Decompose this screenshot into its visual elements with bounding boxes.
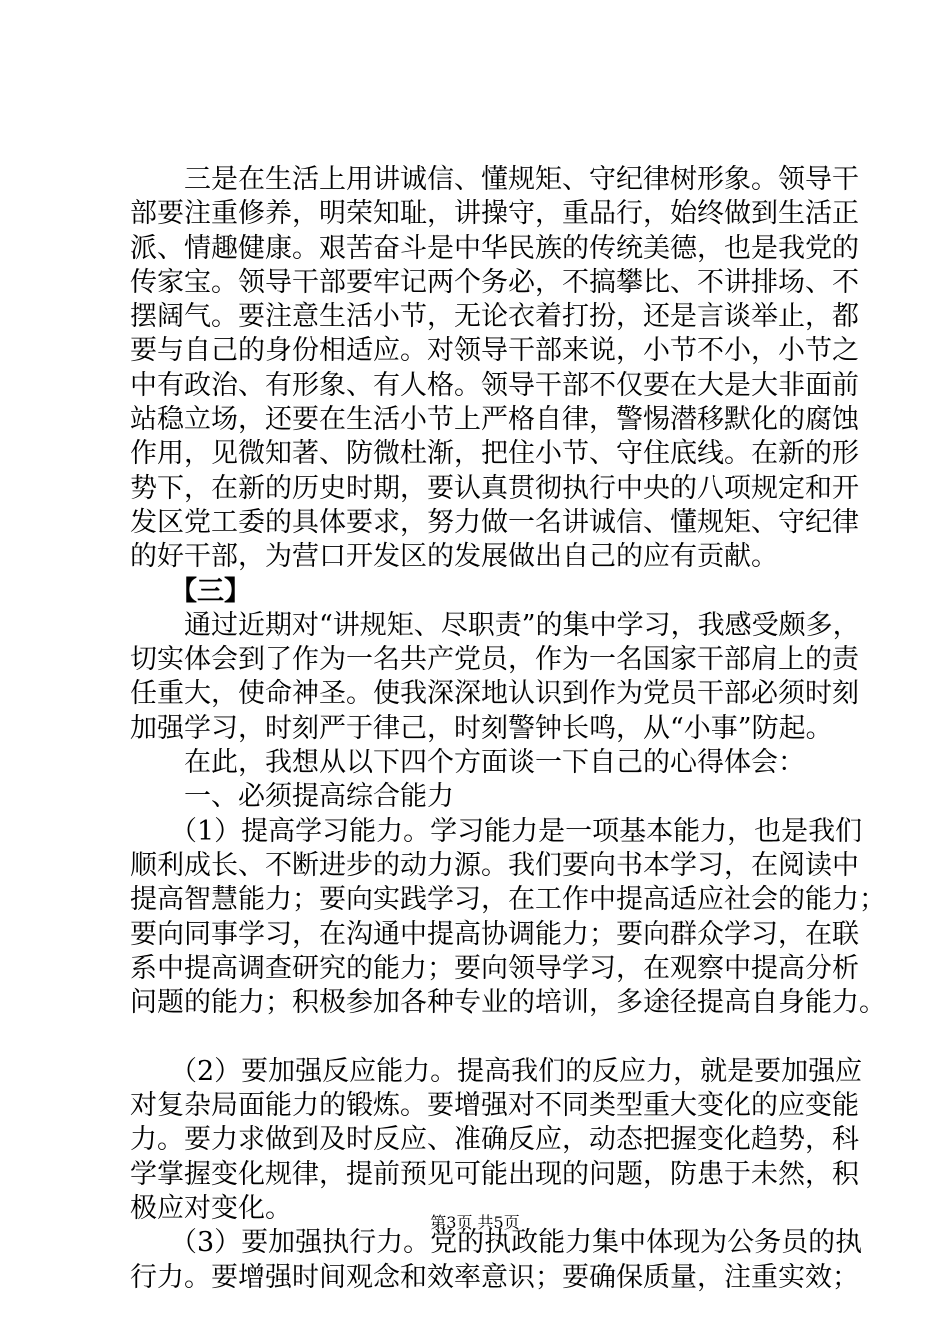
text-line: 传家宝。领导干部要牢记两个务必，不搞攀比、不讲排场、不 xyxy=(130,266,859,298)
text-line: 三是在生活上用讲诚信、懂规矩、守纪律树形象。领导干 xyxy=(184,164,859,195)
text-line: 发区党工委的具体要求，努力做一名讲诚信、懂规矩、守纪律 xyxy=(130,506,859,538)
document-body xyxy=(130,163,886,1295)
text-line: 作用，见微知著、防微杜渐，把住小节、守住底线。在新的形 xyxy=(130,438,859,470)
section-heading: 【三】 xyxy=(170,575,251,607)
text-line: 加强学习，时刻严于律己，时刻警钟长鸣，从“小事”防起。 xyxy=(130,712,833,744)
text-line: 提高智慧能力；要向实践学习，在工作中提高适应社会的能力； xyxy=(130,884,886,916)
text-line: 摆阔气。要注意生活小节，无论衣着打扮，还是言谈举止，都 xyxy=(130,301,859,333)
text-line: 行力。要增强时间观念和效率意识；要确保质量，注重实效； xyxy=(130,1261,859,1293)
text-line: 任重大，使命神圣。使我深深地认识到作为党员干部必须时刻 xyxy=(130,678,859,710)
text-line: 顺利成长、不断进步的动力源。我们要向书本学习，在阅读中 xyxy=(130,849,859,881)
text-line: 在此，我想从以下四个方面谈一下自己的心得体会： xyxy=(184,747,805,779)
text-line: 要向同事学习，在沟通中提高协调能力；要向群众学习，在联 xyxy=(130,918,859,950)
text-line: 对复杂局面能力的锻炼。要增强对不同类型重大变化的应变能 xyxy=(130,1090,859,1122)
text-line: 学掌握变化规律，提前预见可能出现的问题，防患于未然，积 xyxy=(130,1158,859,1190)
text-line: 系中提高调查研究的能力；要向领导学习，在观察中提高分析 xyxy=(130,952,859,984)
text-line: 要与自己的身份相适应。对领导干部来说，小节不小，小节之 xyxy=(130,335,859,367)
text-line: 切实体会到了作为一名共产党员，作为一名国家干部肩上的责 xyxy=(130,644,859,676)
text-line: 派、情趣健康。艰苦奋斗是中华民族的传统美德，也是我党的 xyxy=(130,232,859,264)
text-line: 势下，在新的历史时期，要认真贯彻执行中央的八项规定和开 xyxy=(130,472,859,504)
text-line: （1）提高学习能力。学习能力是一项基本能力，也是我们 xyxy=(170,815,863,847)
text-line: 的好干部，为营口开发区的发展做出自己的应有贡献。 xyxy=(130,541,778,573)
text-line: 中有政治、有形象、有人格。领导干部不仅要在大是大非面前 xyxy=(130,369,859,401)
text-line: 力。要力求做到及时反应、准确反应，动态把握变化趋势，科 xyxy=(130,1124,859,1156)
text-line: （3）要加强执行力。党的执政能力集中体现为公务员的执 xyxy=(170,1227,863,1259)
text-line: （2）要加强反应能力。提高我们的反应力，就是要加强应 xyxy=(170,1055,863,1087)
text-line: 通过近期对“讲规矩、尽职责”的集中学习，我感受颇多， xyxy=(184,609,860,641)
text-line: 站稳立场，还要在生活小节上严格自律，警惕潜移默化的腐蚀 xyxy=(130,404,859,436)
text-line: 问题的能力；积极参加各种专业的培训，多途径提高自身能力。 xyxy=(130,987,886,1019)
text-line: 部要注重修养，明荣知耻，讲操守，重品行，始终做到生活正 xyxy=(130,198,859,230)
text-line: 一、必须提高综合能力 xyxy=(184,781,454,813)
page-footer: 第3页 共5页 xyxy=(430,1213,520,1232)
blank-line xyxy=(130,1020,850,1054)
text-line: 极应对变化。 xyxy=(130,1192,292,1224)
